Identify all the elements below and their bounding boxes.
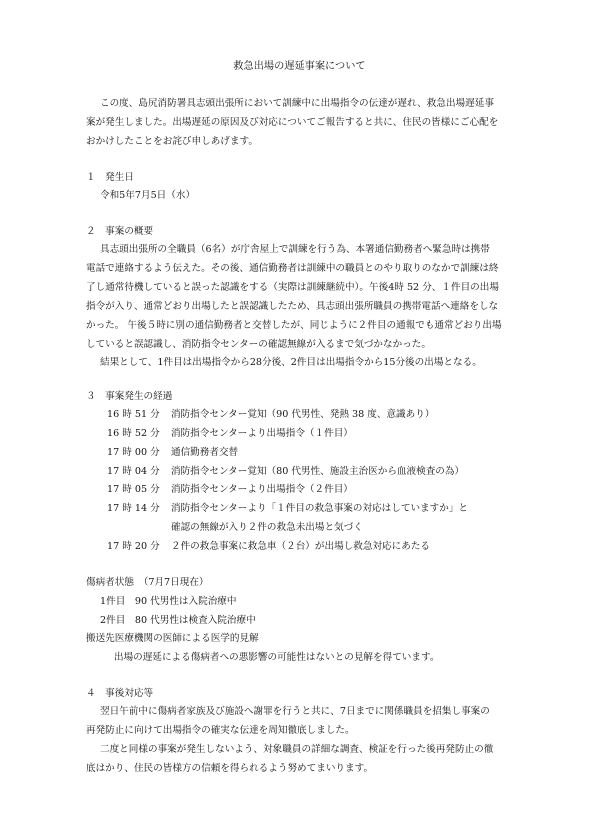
followup-line: 再発防止に向けて出場指令の確実な伝達を周知徹底しました。 — [86, 725, 355, 736]
patient-status-line: 1件目 90 代男性は入院治療中 — [100, 596, 237, 607]
section-heading-date: １ 発生日 — [86, 172, 134, 183]
timeline-event: 消防指令センターより出場指令（２件目） — [171, 484, 353, 495]
section-heading-summary: ２ 事案の概要 — [86, 226, 154, 237]
medical-opinion-heading: 搬送先医療機関の医師による医学的見解 — [86, 633, 259, 644]
timeline-time: 16 時 52 分 — [107, 428, 160, 439]
timeline-time: 16 時 51 分 — [107, 409, 160, 420]
followup-line: 底はかり、住民の皆様方の信頼を得られるよう努めてまいります。 — [86, 763, 374, 774]
patient-status-line: 2件目 80 代男性は検査入院治療中 — [100, 615, 256, 626]
summary-line: かった。 午後５時に別の通信勤務者と交替したが、同じように２件目の通報でも通常どおり出場 — [86, 320, 502, 331]
followup-line: 翌日午前中に傷病者家族及び施設へ謝罪を行うと共に、7日までに関係職員を招集し事案の — [100, 706, 490, 717]
patient-status-heading: 傷病者状態 （7月7日現在） — [86, 577, 209, 588]
section-heading-timeline: ３ 事案発生の経過 — [86, 391, 173, 402]
timeline-event: 消防指令センターより「１件目の救急事案の対応はしていますか」と — [171, 503, 469, 514]
timeline-event: 消防指令センターより出場指令（１件目） — [171, 428, 353, 439]
intro-line: 案が発生しました。出場遅延の原因及び対応についてご報告すると共に、住民の皆様にご心配を — [86, 117, 499, 128]
occurrence-date: 令和5年7月5日（水） — [100, 190, 196, 201]
timeline-time: 17 時 04 分 — [107, 466, 160, 477]
followup-line: 二度と同様の事案が発生しないよう、対象職員の詳細な調査、検証を行った後再発防止の徹 — [100, 744, 494, 755]
timeline-event: 確認の無線が入り２件の救急未出場と気づく — [171, 522, 363, 533]
timeline-time: 17 時 14 分 — [107, 503, 160, 514]
medical-opinion-text: 出場の遅延による傷病者への悪影響の可能性はないとの見解を得ています。 — [114, 652, 440, 663]
document-title: 救急出場の遅延事案について — [233, 61, 366, 72]
summary-line: 具志頭出張所の全職員（6名）が庁舎屋上で訓練を行う為、本署通信勤務者へ緊急時は携帯 — [100, 244, 490, 255]
timeline-time: 17 時 05 分 — [107, 484, 160, 495]
timeline-time: 17 時 00 分 — [107, 447, 160, 458]
summary-line: 結果として、1件目は出場指令から28分後、2件目は出場指令から15分後の出場となる。 — [100, 357, 482, 368]
summary-line: 了し通常待機していると誤った認識をする（実際は訓練継続中）。午後4時 52 分、１件目の出場 — [86, 282, 499, 293]
timeline-event: ２件の救急事案に救急車（２台）が出場し救急対応にあたる — [171, 541, 431, 552]
summary-line: 電話で連絡するよう伝えた。その後、通信勤務者は訓練中の職員とのやり取りのなかで訓練は終 — [86, 263, 499, 274]
timeline-event: 消防指令センター覚知（80 代男性、施設主治医から血液検査の為） — [171, 466, 465, 477]
summary-line: していると誤認識し、消防指令センターの確認無線が入るまで気づかなかった。 — [86, 339, 431, 350]
timeline-event: 通信勤務者交替 — [171, 447, 239, 458]
section-heading-followup: ４ 事後対応等 — [86, 688, 154, 699]
timeline-time: 17 時 20 分 — [107, 541, 160, 552]
summary-line: 指令が入り、通常どおり出場したと誤認識したため、具志頭出張所職員の携帯電話へ連絡をしな — [86, 301, 499, 312]
timeline-event: 消防指令センター覚知（90 代男性、発熱 38 度、意識あり） — [171, 409, 435, 420]
intro-line: この度、島尻消防署具志頭出張所において訓練中に出場指令の伝達が遅れ、救急出場遅延事 — [100, 98, 494, 109]
intro-line: おかけしたことをお詫び申しあげます。 — [86, 136, 258, 147]
